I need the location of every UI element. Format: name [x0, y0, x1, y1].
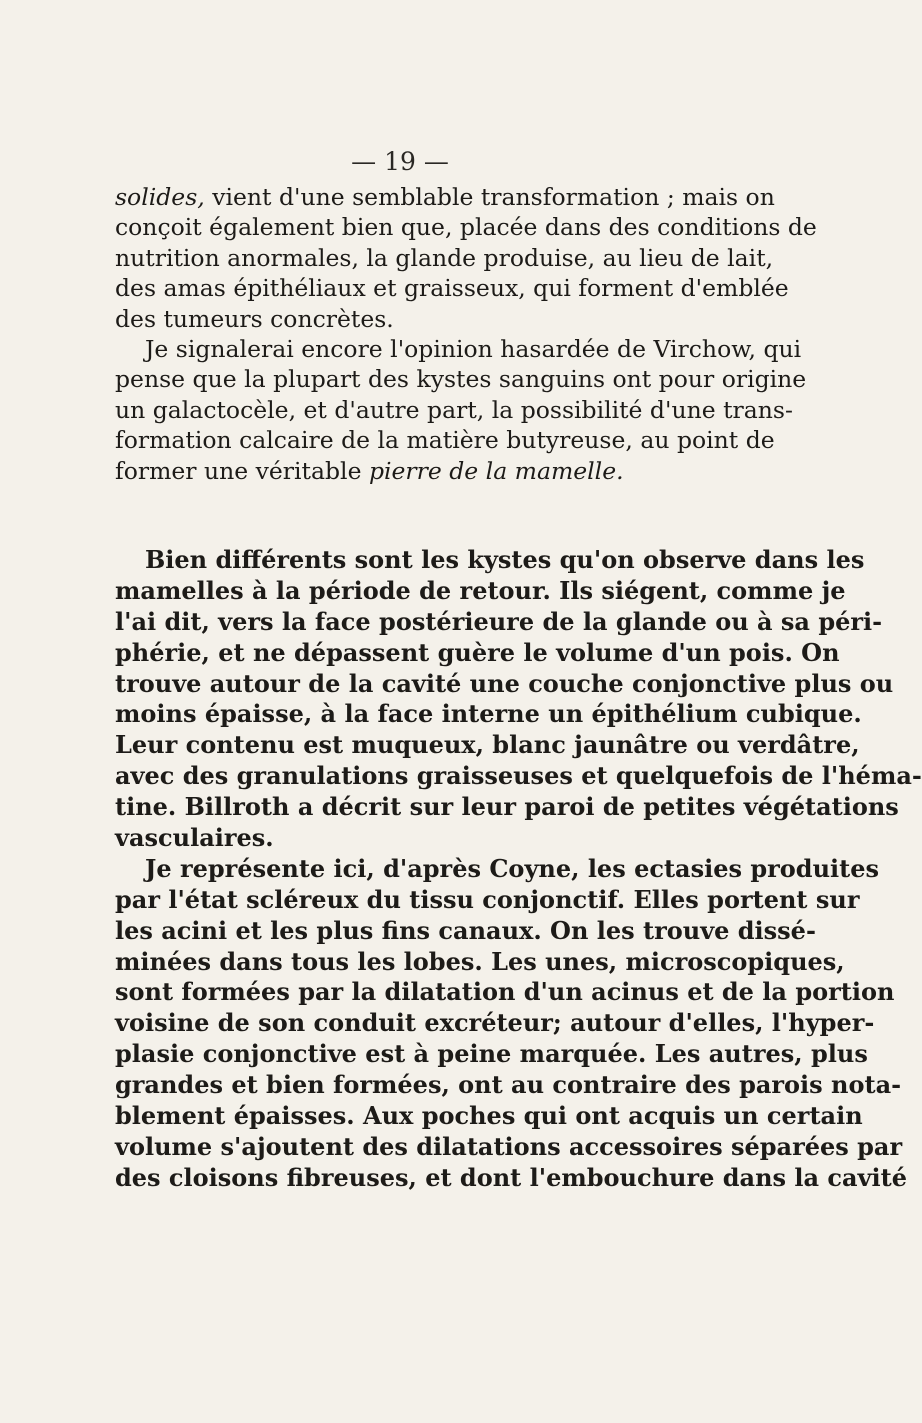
paragraph-2-line [115, 456, 745, 486]
paragraph-3-line: l'ai dit, vers la face postérieure de la glande ou à sa péri- [115, 606, 883, 636]
paragraph-2-line: pense que la plupart des kystes sanguins ont pour origine [115, 365, 807, 394]
paragraph-1-line: des tumeurs concrètes. [115, 304, 394, 333]
paragraph-4-line: plasie conjonctive est à peine marquée. Les autres, plus [115, 1039, 868, 1069]
paragraph-4-line: par l'état scléreux du tissu conjonctif. Elles portent sur [115, 884, 860, 914]
paragraph-4-line: les acini et les plus fins canaux. On les trouve dissé- [115, 915, 816, 945]
italic-phrase: pierre de la mamelle. [368, 456, 624, 485]
paragraph-1-line: nutrition anormales, la glande produise, au lieu de lait, [115, 243, 774, 272]
paragraph-3-line: trouve autour de la cavité une couche conjonctive plus ou [115, 668, 894, 698]
italic-word: solides, [115, 183, 205, 211]
paragraph-3-line: phérie, et ne dépassent guère le volume d'un pois. On [115, 637, 840, 667]
page-number: — 19 — [351, 147, 449, 176]
text-block-bottom [115, 545, 922, 1194]
paragraph-3-line: vasculaires. [115, 823, 274, 853]
text-span: vient d'une semblable transformation ; mais on [204, 183, 775, 211]
paragraph-3-line: tine. Billroth a décrit sur leur paroi de petites végétations [115, 792, 899, 822]
paragraph-4-line: grandes et bien formées, ont au contraire des parois nota- [115, 1070, 902, 1100]
paragraph-3-line: moins épaisse, à la face interne un épithélium cubique. [115, 699, 862, 729]
paragraph-2-line: Je signalerai encore l'opinion hasardée de Virchow, qui [145, 334, 802, 363]
paragraph-4-line: minées dans tous les lobes. Les unes, microscopiques, [115, 946, 845, 976]
paragraph-3-line: avec des granulations graisseuses et quelquefois de l'héma- [115, 761, 922, 791]
paragraph-4-line: volume s'ajoutent des dilatations accessoires séparées par [115, 1131, 903, 1161]
paragraph-1-line: conçoit également bien que, placée dans des conditions de [115, 213, 817, 242]
paragraph-2-line: formation calcaire de la matière butyreuse, au point de [115, 426, 775, 455]
paragraph-4-line: blement épaisses. Aux poches qui ont acquis un certain [115, 1101, 863, 1131]
paragraph-4-line: Je représente ici, d'après Coyne, les ectasies produites [145, 853, 880, 883]
paragraph-3-line: Leur contenu est muqueux, blanc jaunâtre ou verdâtre, [115, 730, 860, 760]
paragraph-3-line: mamelles à la période de retour. Ils siégent, comme je [115, 575, 846, 605]
paragraph-4-line: sont formées par la dilatation d'un acinus et de la portion [115, 977, 895, 1007]
paragraph-4-line: voisine de son conduit excréteur; autour d'elles, l'hyper- [115, 1008, 875, 1038]
text-block-top [115, 182, 817, 486]
text-span: former une véritable [115, 456, 369, 485]
paragraph-1-line: des amas épithéliaux et graisseux, qui forment d'emblée [115, 274, 789, 303]
paragraph-3-line: Bien différents sont les kystes qu'on observe dans les [145, 545, 865, 574]
paragraph-4-line: des cloisons fibreuses, et dont l'embouchure dans la cavité [115, 1162, 907, 1192]
paragraph-2-line: un galactocèle, et d'autre part, la possibilité d'une trans- [115, 395, 793, 424]
paragraph-1-line [115, 182, 775, 212]
